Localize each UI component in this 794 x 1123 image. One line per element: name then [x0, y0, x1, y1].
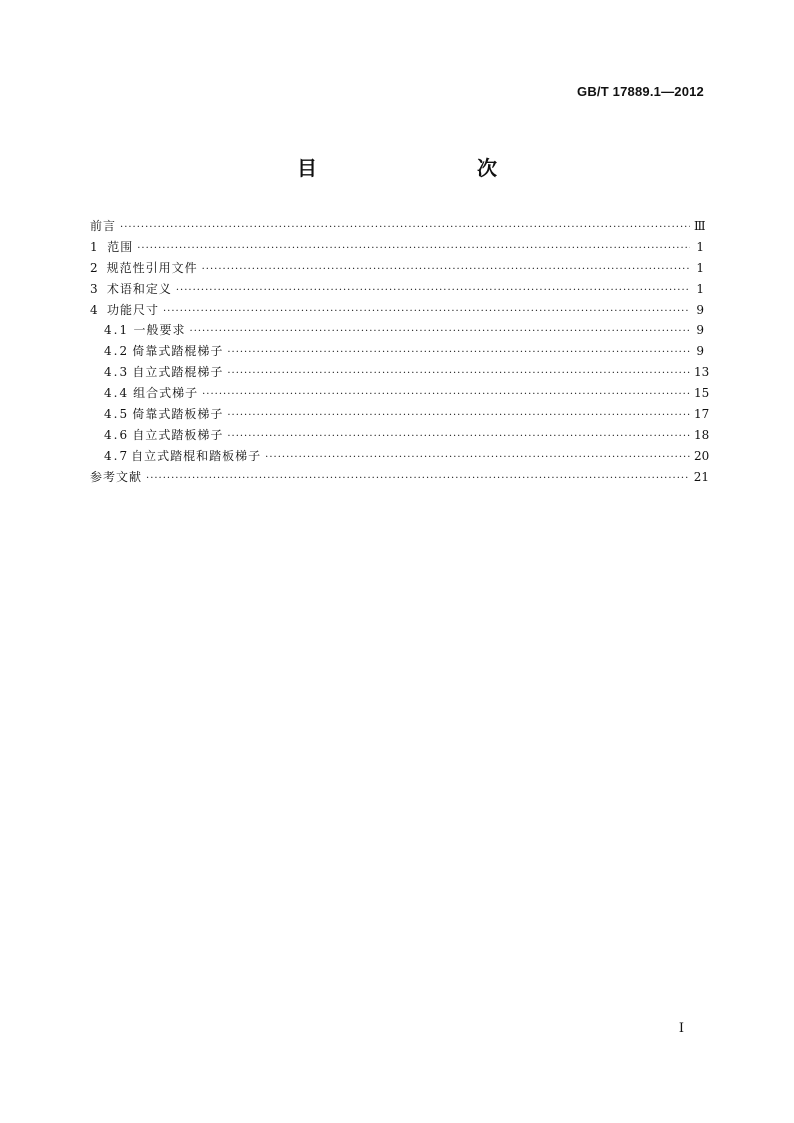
toc-leader-dots	[190, 322, 690, 343]
toc-leader-dots	[202, 260, 690, 281]
toc-entry[interactable]	[90, 279, 704, 300]
toc-entry-page: Ⅲ	[694, 219, 706, 233]
toc-entry[interactable]	[90, 425, 710, 446]
toc-entry-label: 术语和定义	[106, 281, 172, 296]
toc-leader-dots	[227, 406, 690, 427]
toc-leader-dots	[265, 448, 690, 469]
toc-leader-dots	[227, 343, 690, 364]
toc-entry-number: 4.7	[104, 448, 130, 463]
toc-entry-number: 1	[90, 239, 98, 254]
toc-entry-label: 范围	[107, 239, 134, 254]
toc-entry-page: 13	[694, 365, 710, 380]
toc-leader-dots	[120, 218, 690, 239]
toc-entry-page: 21	[693, 469, 710, 484]
toc-entry-page: 1	[696, 281, 704, 296]
toc-leader-dots	[202, 385, 690, 406]
toc-entry-number: 4.2	[104, 344, 130, 359]
toc-entry-label: 自立式踏棍梯子	[132, 365, 224, 380]
toc-entry[interactable]	[90, 404, 710, 425]
toc-leader-dots	[227, 364, 690, 385]
toc-entry-label: 组合式梯子	[133, 386, 199, 401]
toc-entry-page: 9	[696, 323, 704, 338]
toc-leader-dots	[176, 281, 690, 302]
toc-entry[interactable]	[90, 320, 704, 341]
page-title: 目 次	[297, 156, 537, 180]
standard-code: GB/T 17889.1—2012	[577, 84, 704, 99]
toc-entry[interactable]	[90, 362, 710, 383]
toc-entry-number: 4.3	[104, 365, 130, 380]
toc-entry-number: 4.4	[104, 386, 130, 401]
toc-leader-dots	[146, 469, 690, 490]
toc-entry-number: 4.5	[104, 407, 130, 422]
toc-entry-number: 3	[90, 281, 98, 296]
toc-entry-page: 1	[696, 260, 704, 275]
toc-entry[interactable]	[90, 258, 704, 279]
toc-entry[interactable]	[90, 467, 710, 488]
toc-entry[interactable]	[90, 300, 704, 321]
toc-entry-label: 前言	[90, 219, 117, 233]
toc-leader-dots	[227, 427, 690, 448]
toc-entry[interactable]	[90, 446, 710, 467]
toc-entry-page: 20	[694, 448, 710, 463]
toc-entry-page: 9	[696, 302, 704, 317]
toc-entry-page: 18	[694, 427, 710, 442]
toc-entry-page: 1	[696, 239, 704, 254]
page-number: I	[678, 1021, 684, 1036]
toc-entry-page: 9	[696, 344, 704, 359]
toc-entry-label: 倚靠式踏棍梯子	[132, 344, 224, 359]
toc-entry-number: 2	[90, 260, 98, 275]
toc-entry-number: 4.6	[104, 427, 130, 442]
toc-entry[interactable]	[90, 216, 704, 237]
toc-entry[interactable]	[90, 383, 710, 404]
toc-entry-page: 15	[694, 386, 710, 401]
toc-entry-number: 4.1	[104, 323, 130, 338]
toc-entry-label: 参考文献	[90, 469, 143, 484]
toc-entry-number: 4	[90, 302, 98, 317]
toc-entry-label: 倚靠式踏板梯子	[132, 407, 224, 422]
toc-entry[interactable]	[90, 341, 704, 362]
table-of-contents	[90, 216, 710, 488]
toc-entry-label: 自立式踏板梯子	[132, 427, 224, 442]
toc-leader-dots	[163, 302, 690, 323]
toc-entry-page: 17	[694, 407, 710, 422]
toc-entry-label: 功能尺寸	[106, 302, 159, 317]
toc-entry-label: 规范性引用文件	[106, 260, 198, 275]
toc-leader-dots	[137, 239, 690, 260]
toc-entry[interactable]	[90, 237, 704, 258]
toc-entry-label: 自立式踏棍和踏板梯子	[131, 448, 262, 463]
toc-entry-label: 一般要求	[133, 323, 186, 338]
